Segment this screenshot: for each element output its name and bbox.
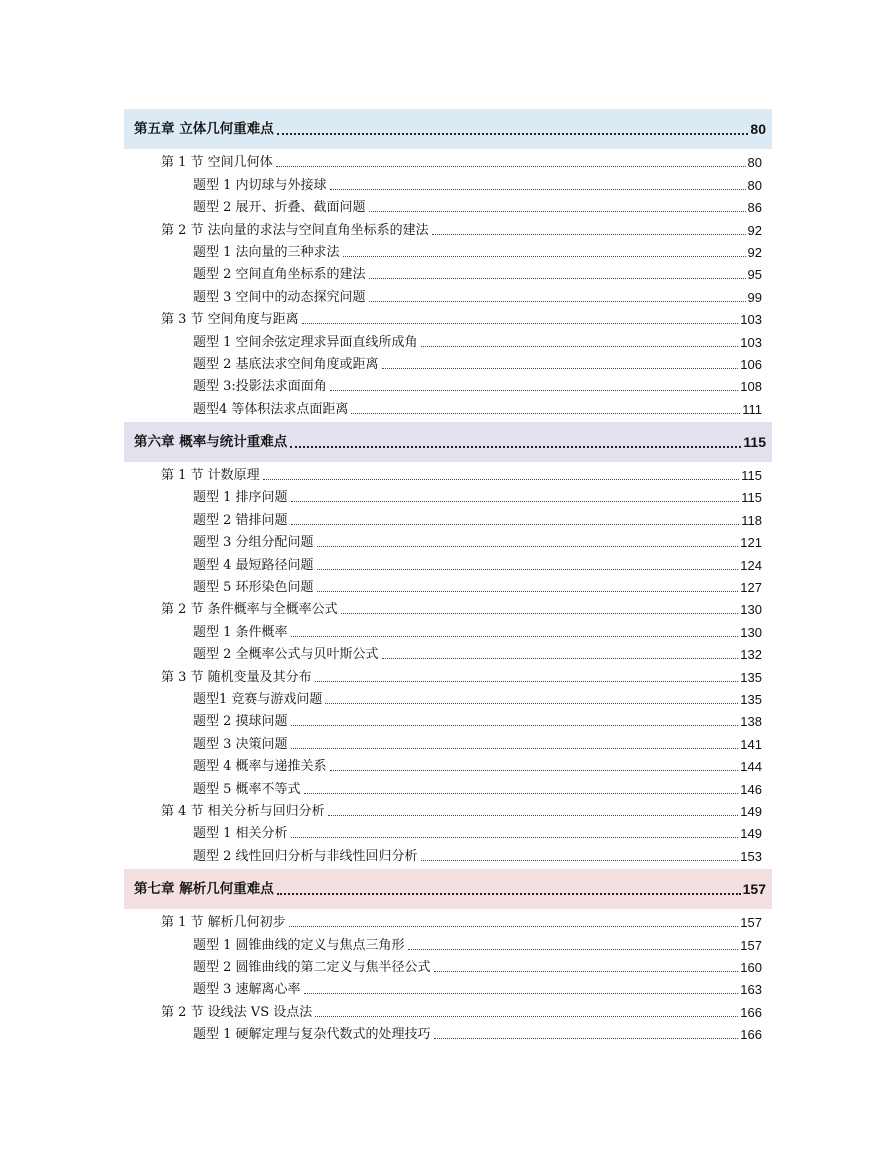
page-number: 132	[740, 647, 762, 663]
section-title: 第 3 节 随机变量及其分布	[161, 669, 312, 685]
item-title: 题型 1 硬解定理与复杂代数式的处理技巧	[193, 1027, 431, 1043]
dot-leader	[408, 949, 739, 950]
toc-item[interactable]	[124, 574, 772, 596]
toc-section[interactable]	[124, 216, 772, 238]
item-title: 题型 1 法向量的三种求法	[193, 244, 340, 260]
item-title: 题型 2 线性回归分析与非线性回归分析	[193, 848, 418, 864]
toc-item[interactable]	[124, 820, 772, 842]
toc-item[interactable]	[124, 708, 772, 730]
toc-item[interactable]	[124, 239, 772, 261]
chapter-title: 第五章 立体几何重难点	[134, 121, 274, 137]
page-number: 157	[740, 915, 762, 931]
item-title: 题型 5 概率不等式	[193, 781, 301, 797]
dot-leader	[315, 681, 739, 682]
toc-item[interactable]	[124, 1021, 772, 1043]
page-number: 103	[740, 334, 762, 350]
dot-leader	[434, 1038, 739, 1039]
dot-leader	[343, 256, 746, 257]
page-number: 86	[747, 200, 762, 216]
page-number: 80	[747, 155, 762, 171]
dot-leader	[341, 613, 739, 614]
page-number: 115	[741, 468, 762, 484]
item-title: 题型 2 错排问题	[193, 512, 288, 528]
page-number: 80	[747, 177, 762, 193]
page-number: 99	[747, 289, 762, 305]
page-number: 146	[740, 781, 762, 797]
chapter-heading[interactable]	[124, 109, 772, 149]
dot-leader	[277, 893, 741, 895]
toc-section[interactable]	[124, 798, 772, 820]
page-number: 166	[740, 1027, 762, 1043]
page-number: 157	[740, 937, 762, 953]
dot-leader	[369, 278, 746, 279]
dot-leader	[421, 346, 739, 347]
chapter-heading[interactable]	[124, 422, 772, 462]
dot-leader	[328, 815, 739, 816]
dot-leader	[432, 234, 746, 235]
page-number: 127	[740, 580, 762, 596]
item-title: 题型 2 全概率公式与贝叶斯公式	[193, 647, 379, 663]
item-title: 题型 2 摸球问题	[193, 714, 288, 730]
section-title: 第 1 节 空间几何体	[161, 155, 273, 171]
page-number: 166	[740, 1004, 762, 1020]
toc-item[interactable]	[124, 931, 772, 953]
toc-item[interactable]	[124, 328, 772, 350]
page-number: 92	[747, 244, 762, 260]
dot-leader	[315, 1016, 738, 1017]
item-title: 题型 4 最短路径问题	[193, 557, 314, 573]
page-number: 153	[740, 848, 762, 864]
toc-section[interactable]	[124, 462, 772, 484]
item-title: 题型 3:投影法求面面角	[193, 379, 327, 395]
page-number: 130	[740, 602, 762, 618]
dot-leader	[276, 166, 746, 167]
page-number: 160	[740, 959, 762, 975]
item-title: 题型 3 速解离心率	[193, 982, 301, 998]
item-title: 题型 2 基底法求空间角度或距离	[193, 356, 379, 372]
toc-item[interactable]	[124, 842, 772, 864]
dot-leader	[317, 546, 739, 547]
item-title: 题型4 等体积法求点面距离	[193, 401, 349, 417]
dot-leader	[290, 446, 741, 448]
dot-leader	[317, 591, 739, 592]
dot-leader	[304, 993, 739, 994]
dot-leader	[330, 390, 739, 391]
dot-leader	[277, 133, 749, 135]
toc-item[interactable]	[124, 283, 772, 305]
toc-item[interactable]	[124, 261, 772, 283]
toc-item[interactable]	[124, 753, 772, 775]
item-title: 题型 5 环形染色问题	[193, 580, 314, 596]
toc-item[interactable]	[124, 395, 772, 417]
section-title: 第 2 节 条件概率与全概率公式	[161, 602, 338, 618]
page-number: 157	[742, 880, 766, 897]
section-title: 第 1 节 计数原理	[161, 468, 260, 484]
chapter-title: 第六章 概率与统计重难点	[134, 433, 288, 450]
dot-leader	[382, 658, 739, 659]
dot-leader	[291, 524, 740, 525]
toc-item[interactable]	[124, 976, 772, 998]
toc-item[interactable]	[124, 194, 772, 216]
dot-leader	[263, 479, 740, 480]
page-number: 149	[740, 803, 762, 819]
dot-leader	[291, 837, 739, 838]
page-number: 149	[740, 826, 762, 842]
toc-item[interactable]	[124, 641, 772, 663]
item-title: 题型 3 空间中的动态探究问题	[193, 289, 366, 305]
toc-item[interactable]	[124, 373, 772, 395]
page-number: 141	[740, 736, 762, 752]
page-number: 135	[740, 691, 762, 707]
page-number: 92	[747, 222, 762, 238]
page-number: 115	[743, 433, 766, 450]
page-number: 111	[742, 401, 762, 417]
toc-item[interactable]	[124, 618, 772, 640]
toc-item[interactable]	[124, 529, 772, 551]
item-title: 题型 1 内切球与外接球	[193, 177, 327, 193]
toc-item[interactable]	[124, 171, 772, 193]
toc-section[interactable]	[124, 663, 772, 685]
toc-item[interactable]	[124, 686, 772, 708]
dot-leader	[330, 189, 746, 190]
toc-section[interactable]	[124, 149, 772, 171]
toc-section[interactable]	[124, 306, 772, 328]
toc-item[interactable]	[124, 351, 772, 373]
toc-section[interactable]	[124, 909, 772, 931]
dot-leader	[289, 926, 739, 927]
dot-leader	[351, 413, 740, 414]
dot-leader	[325, 703, 738, 704]
page-number: 130	[740, 624, 762, 640]
chapter-heading[interactable]	[124, 869, 772, 909]
dot-leader	[330, 770, 739, 771]
toc-item[interactable]	[124, 954, 772, 976]
dot-leader	[291, 725, 739, 726]
item-title: 题型1 竞赛与游戏问题	[193, 691, 323, 707]
item-title: 题型 2 圆锥曲线的第二定义与焦半径公式	[193, 959, 431, 975]
item-title: 题型 2 展开、折叠、截面问题	[193, 200, 366, 216]
item-title: 题型 3 分组分配问题	[193, 535, 314, 551]
toc-item[interactable]	[124, 484, 772, 506]
chapter-title: 第七章 解析几何重难点	[134, 880, 274, 897]
dot-leader	[382, 368, 739, 369]
item-title: 题型 2 空间直角坐标系的建法	[193, 267, 366, 283]
section-title: 第 2 节 设线法 VS 设点法	[161, 1004, 313, 1020]
item-title: 题型 1 排序问题	[193, 490, 288, 506]
item-title: 题型 1 相关分析	[193, 826, 288, 842]
dot-leader	[291, 501, 740, 502]
page-number: 103	[740, 312, 762, 328]
page-number: 95	[747, 267, 762, 283]
dot-leader	[421, 860, 739, 861]
item-title: 题型 1 圆锥曲线的定义与焦点三角形	[193, 937, 405, 953]
dot-leader	[304, 793, 739, 794]
toc-item[interactable]	[124, 551, 772, 573]
page-number: 108	[740, 379, 762, 395]
toc-section[interactable]	[124, 596, 772, 618]
page-number: 80	[750, 121, 766, 137]
page-number: 121	[740, 535, 762, 551]
item-title: 题型 4 概率与递推关系	[193, 759, 327, 775]
page-number: 138	[740, 714, 762, 730]
dot-leader	[291, 748, 739, 749]
toc-item[interactable]	[124, 730, 772, 752]
page-number: 106	[740, 356, 762, 372]
table-of-contents	[124, 109, 772, 1043]
page-number: 115	[741, 490, 762, 506]
section-title: 第 3 节 空间角度与距离	[161, 312, 299, 328]
dot-leader	[369, 211, 746, 212]
dot-leader	[302, 323, 739, 324]
section-title: 第 2 节 法向量的求法与空间直角坐标系的建法	[161, 222, 429, 238]
toc-section[interactable]	[124, 998, 772, 1020]
dot-leader	[434, 971, 739, 972]
page-number: 124	[740, 557, 762, 573]
page-number: 144	[740, 759, 762, 775]
toc-item[interactable]	[124, 506, 772, 528]
item-title: 题型 1 条件概率	[193, 624, 288, 640]
dot-leader	[291, 636, 739, 637]
section-title: 第 4 节 相关分析与回归分析	[161, 803, 325, 819]
page-number: 135	[740, 669, 762, 685]
item-title: 题型 1 空间余弦定理求异面直线所成角	[193, 334, 418, 350]
dot-leader	[369, 301, 746, 302]
section-title: 第 1 节 解析几何初步	[161, 915, 286, 931]
page-number: 118	[741, 512, 762, 528]
page-number: 163	[740, 982, 762, 998]
dot-leader	[317, 569, 739, 570]
item-title: 题型 3 决策问题	[193, 736, 288, 752]
toc-item[interactable]	[124, 775, 772, 797]
